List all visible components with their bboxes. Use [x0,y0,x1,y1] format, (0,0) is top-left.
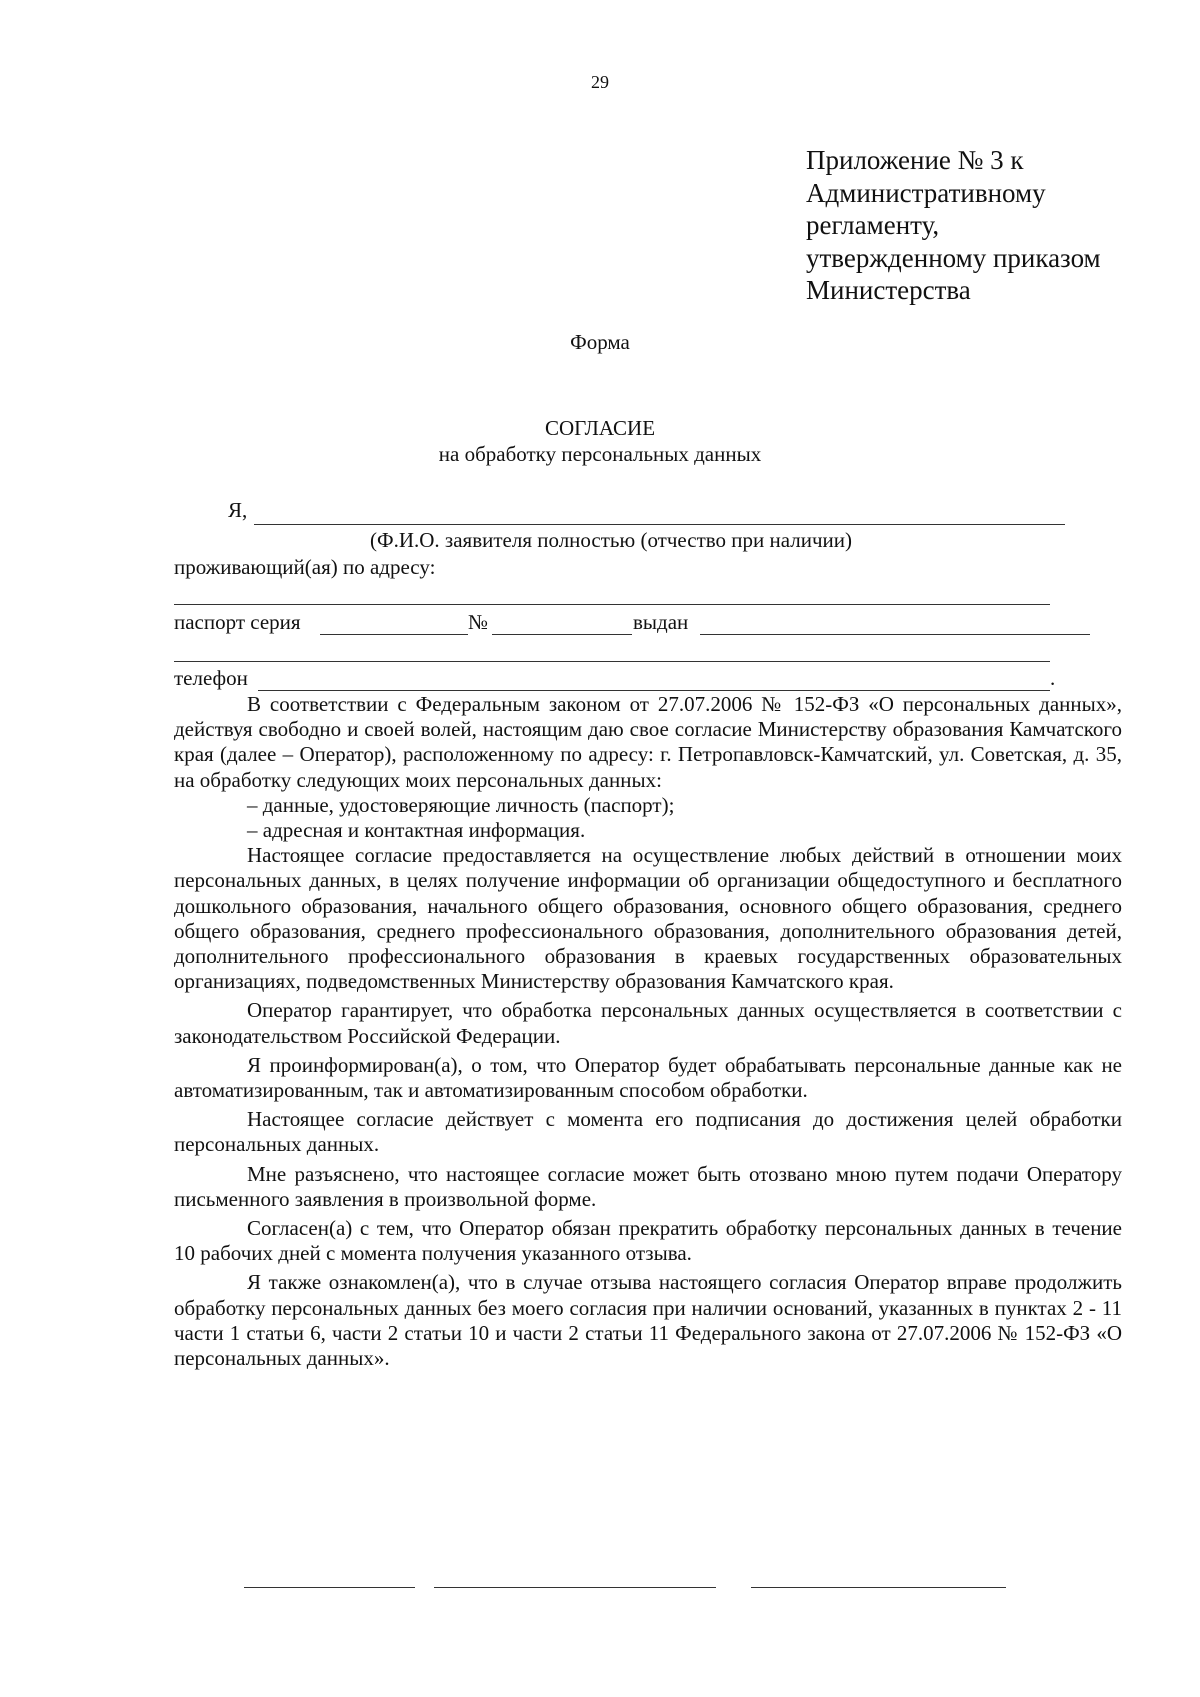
name-caption: (Ф.И.О. заявителя полностью (отчество при наличии) [370,528,852,552]
body-paragraph: Оператор гарантирует, что обработка персональных данных осуществляется в соответствии с законодательством Российской Федерации. [174,998,1122,1048]
appendix-line: Министерства [806,275,971,305]
passport-issued-field-line[interactable] [700,634,1090,635]
name-field-line[interactable] [254,524,1065,525]
passport-series-label: паспорт серия [174,610,301,634]
phone-end-mark: . [1050,666,1056,690]
appendix-header [806,144,1101,307]
form-label: Форма [570,330,630,354]
consent-body [174,692,1122,1371]
body-list-item: – данные, удостоверяющие личность (паспорт); [247,792,675,817]
passport-series-field-line[interactable] [320,634,468,635]
body-paragraph: Настоящее согласие действует с момента его подписания до достижения целей обработки персональных данных. [174,1107,1122,1157]
passport-number-label: № [468,610,489,634]
page-number: 29 [591,72,609,92]
passport-number-field-line[interactable] [492,634,632,635]
body-paragraph: Мне разъяснено, что настоящее согласие может быть отозвано мною путем подачи Оператору письменного заявления в произвольной форме. [174,1161,1122,1211]
passport-issued-label: выдан [633,610,689,634]
appendix-line: Административному [806,177,1046,208]
address-field-line[interactable] [174,604,1050,605]
address-label: проживающий(ая) по адресу: [174,555,436,579]
body-paragraph: Я также ознакомлен(а), что в случае отзыва настоящего согласия Оператор вправе продолжить обработку персональных данных без моего согласия при наличии оснований, указанных в пунктах 2 - 11 части 1 статьи 6, части 2 статьи 10 и части 2 статьи 11 Федерального закона от 27.07.2006 № 152-ФЗ «О персональных данных». [174,1270,1122,1371]
extra-field-line[interactable] [174,661,1050,662]
body-paragraph: Согласен(а) с тем, что Оператор обязан прекратить обработку персональных данных в течение 10 рабочих дней с момента получения указанного отзыва. [174,1216,1122,1266]
document-title: СОГЛАСИЕ [544,416,656,440]
phone-label: телефон [174,666,248,690]
body-paragraph: Я проинформирован(а), о том, что Оператор будет обрабатывать персональные данные как не автоматизированным, так и автоматизированным способом обработки. [174,1052,1122,1103]
phone-field-line[interactable] [258,690,1050,691]
date-signature-line[interactable] [244,1587,415,1588]
body-paragraph: В соответствии с Федеральным законом от 27.07.2006 № 152-ФЗ «О персональных данных», действуя свободно и своей волей, настоящим даю свое согласие Министерству образования Камчатского края (далее – Оператор), расположенному по адресу: г. Петропавловск-Камчатский, ул. Советская, д. 35, на обработку следующих моих персональных данных: [174,692,1122,792]
appendix-line: Приложение № 3 к [806,145,1024,175]
body-paragraph: Настоящее согласие предоставляется на осуществление любых действий в отношении моих персональных данных, в целях получение информации об организации общедоступного и бесплатного дошкольного образования, начального общего образования, основного общего образования, среднего общего образования, среднего профессионального образования, дополнительного образования детей, дополнительного профессионального образования в краевых государственных образовательных организациях, подведомственных Министерству образования Камчатского края. [174,843,1122,994]
signature-line[interactable] [434,1587,716,1588]
appendix-line: регламенту, [806,210,940,240]
name-signature-line[interactable] [751,1587,1006,1588]
body-list-item: – адресная и контактная информация. [247,818,586,843]
document-subtitle: на обработку персональных данных [438,442,762,466]
appendix-line: утвержденному приказом [806,242,1101,273]
name-prefix: Я, [228,498,248,522]
